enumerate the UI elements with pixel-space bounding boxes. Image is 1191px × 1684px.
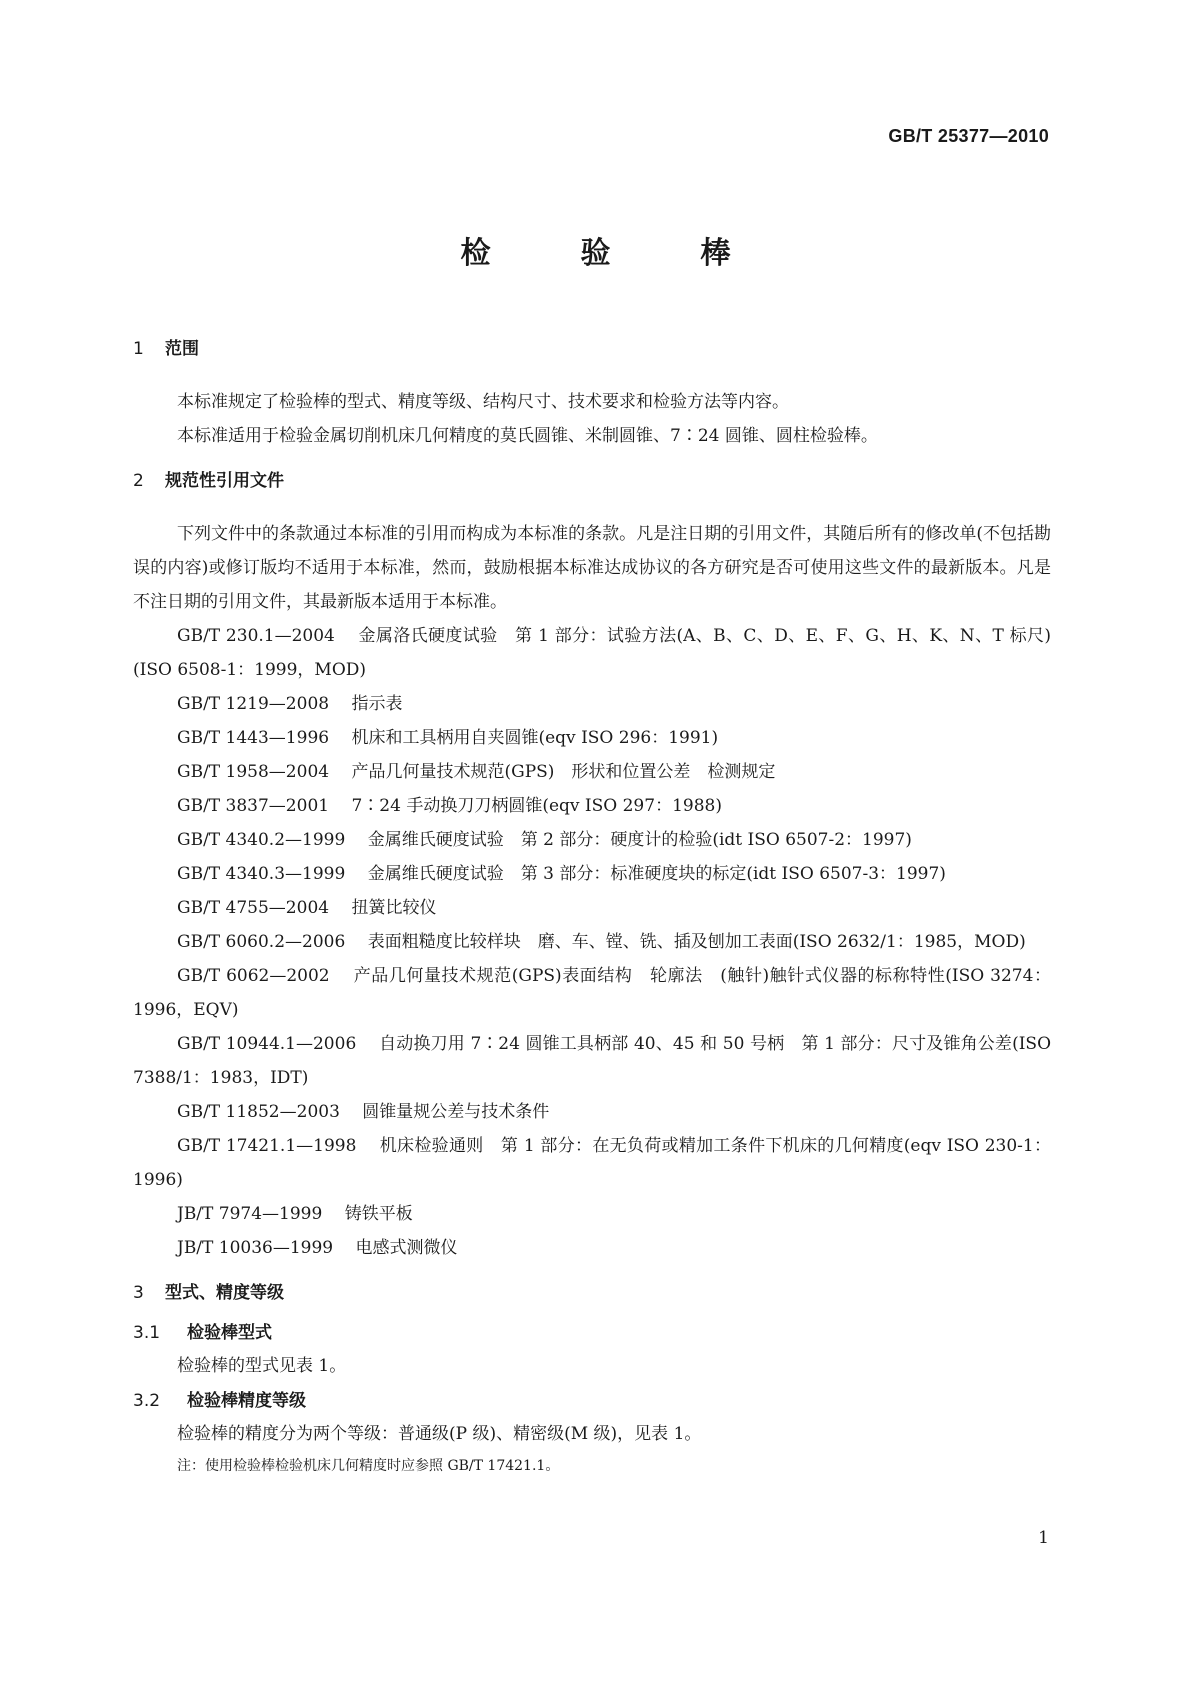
reference-item	[133, 891, 1051, 925]
reference-title: 指示表	[351, 694, 403, 714]
document-title: 检 验 棒	[460, 236, 761, 271]
reference-item	[133, 1197, 1051, 1231]
reference-title: 扭簧比较仪	[351, 898, 437, 918]
reference-item	[133, 823, 1051, 857]
reference-item	[133, 959, 1051, 1027]
reference-code: GB/T 1958—2004	[177, 762, 330, 782]
reference-item	[133, 687, 1051, 721]
section-number: 2	[133, 471, 144, 491]
reference-code: GB/T 17421.1—1998	[177, 1136, 357, 1156]
subsection-number: 3.2	[133, 1391, 161, 1411]
reference-code: GB/T 6062—2002	[177, 966, 330, 986]
subsection-3-2-heading	[133, 1389, 1051, 1413]
section-number: 3	[133, 1283, 144, 1303]
reference-item	[133, 925, 1051, 959]
subsection-title: 检验棒型式	[187, 1323, 272, 1343]
reference-item	[133, 619, 1051, 687]
reference-title: 金属维氏硬度试验 第 3 部分：标准硬度块的标定(idt ISO 6507-3：1997)	[367, 864, 946, 884]
reference-item	[133, 1231, 1051, 1265]
section-title: 范围	[165, 339, 199, 359]
paragraph: 检验棒的型式见表 1。	[177, 1356, 347, 1376]
reference-title: 金属维氏硬度试验 第 2 部分：硬度计的检验(idt ISO 6507-2：1997)	[367, 830, 912, 850]
reference-item	[133, 789, 1051, 823]
page-number: 1	[1038, 1528, 1049, 1548]
reference-code: GB/T 4340.3—1999	[177, 864, 346, 884]
reference-code: GB/T 4340.2—1999	[177, 830, 346, 850]
reference-code: GB/T 1443—1996	[177, 728, 330, 748]
section-2-heading	[133, 469, 1051, 493]
section-title: 型式、精度等级	[165, 1283, 284, 1303]
reference-title: 7∶24 手动换刀刀柄圆锥(eqv ISO 297：1988)	[351, 796, 722, 816]
reference-item	[133, 1027, 1051, 1095]
reference-title: 表面粗糙度比较样块 磨、车、镗、铣、插及刨加工表面(ISO 2632/1：1985，MOD)	[367, 932, 1026, 952]
reference-title: 圆锥量规公差与技术条件	[362, 1102, 550, 1122]
reference-title: 产品几何量技术规范(GPS) 形状和位置公差 检测规定	[351, 762, 776, 782]
paragraph: 检验棒的精度分为两个等级：普通级(P 级)、精密级(M 级)，见表 1。	[177, 1424, 702, 1444]
reference-item	[133, 755, 1051, 789]
section-1-heading	[133, 337, 1051, 361]
reference-code: GB/T 11852—2003	[177, 1102, 340, 1122]
subsection-number: 3.1	[133, 1323, 161, 1343]
reference-code: JB/T 10036—1999	[177, 1238, 334, 1258]
paragraph: 本标准适用于检验金属切削机床几何精度的莫氏圆锥、米制圆锥、7∶24 圆锥、圆柱检验棒。	[177, 426, 878, 446]
subsection-title: 检验棒精度等级	[187, 1391, 306, 1411]
reference-code: GB/T 6060.2—2006	[177, 932, 346, 952]
reference-code: GB/T 230.1—2004	[177, 626, 335, 646]
section-3-heading	[133, 1281, 1051, 1305]
standard-number: GB/T 25377—2010	[888, 126, 1049, 146]
reference-title: 金属洛氏硬度试验 第 1 部分：试验方法(A、B、C、D、E、F、G、H、K、N、T 标尺)(ISO 6508-1：1999，MOD)	[133, 626, 1051, 680]
paragraph: 本标准规定了检验棒的型式、精度等级、结构尺寸、技术要求和检验方法等内容。	[177, 392, 789, 412]
note: 注：使用检验棒检验机床几何精度时应参照 GB/T 17421.1。	[177, 1458, 560, 1474]
reference-item	[133, 1129, 1051, 1197]
reference-title: 铸铁平板	[344, 1204, 413, 1224]
reference-code: GB/T 1219—2008	[177, 694, 330, 714]
reference-item	[133, 721, 1051, 755]
reference-title: 机床检验通则 第 1 部分：在无负荷或精加工条件下机床的几何精度(eqv ISO 230-1：1996)	[133, 1136, 1052, 1190]
section-number: 1	[133, 339, 144, 359]
reference-item	[133, 1095, 1051, 1129]
reference-code: JB/T 7974—1999	[177, 1204, 323, 1224]
reference-title: 电感式测微仪	[355, 1238, 458, 1258]
reference-title: 自动换刀用 7∶24 圆锥工具柄部 40、45 和 50 号柄 第 1 部分：尺寸及锥角公差(ISO 7388/1：1983，IDT)	[133, 1034, 1052, 1088]
reference-title: 机床和工具柄用自夹圆锥(eqv ISO 296：1991)	[351, 728, 719, 748]
reference-title: 产品几何量技术规范(GPS)表面结构 轮廓法 (触针)触针式仪器的标称特性(ISO 3274：1996，EQV)	[133, 966, 1052, 1020]
reference-code: GB/T 10944.1—2006	[177, 1034, 357, 1054]
subsection-3-1-heading	[133, 1321, 1051, 1345]
section-title: 规范性引用文件	[165, 471, 284, 491]
paragraph: 下列文件中的条款通过本标准的引用而构成为本标准的条款。凡是注日期的引用文件，其随后所有的修改单(不包括勘误的内容)或修订版均不适用于本标准，然而，鼓励根据本标准达成协议的各方研究是否可使用这些文件的最新版本。凡是不注日期的引用文件，其最新版本适用于本标准。	[133, 524, 1051, 612]
reference-code: GB/T 3837—2001	[177, 796, 330, 816]
reference-code: GB/T 4755—2004	[177, 898, 330, 918]
reference-item	[133, 857, 1051, 891]
document-body	[133, 337, 1051, 1479]
